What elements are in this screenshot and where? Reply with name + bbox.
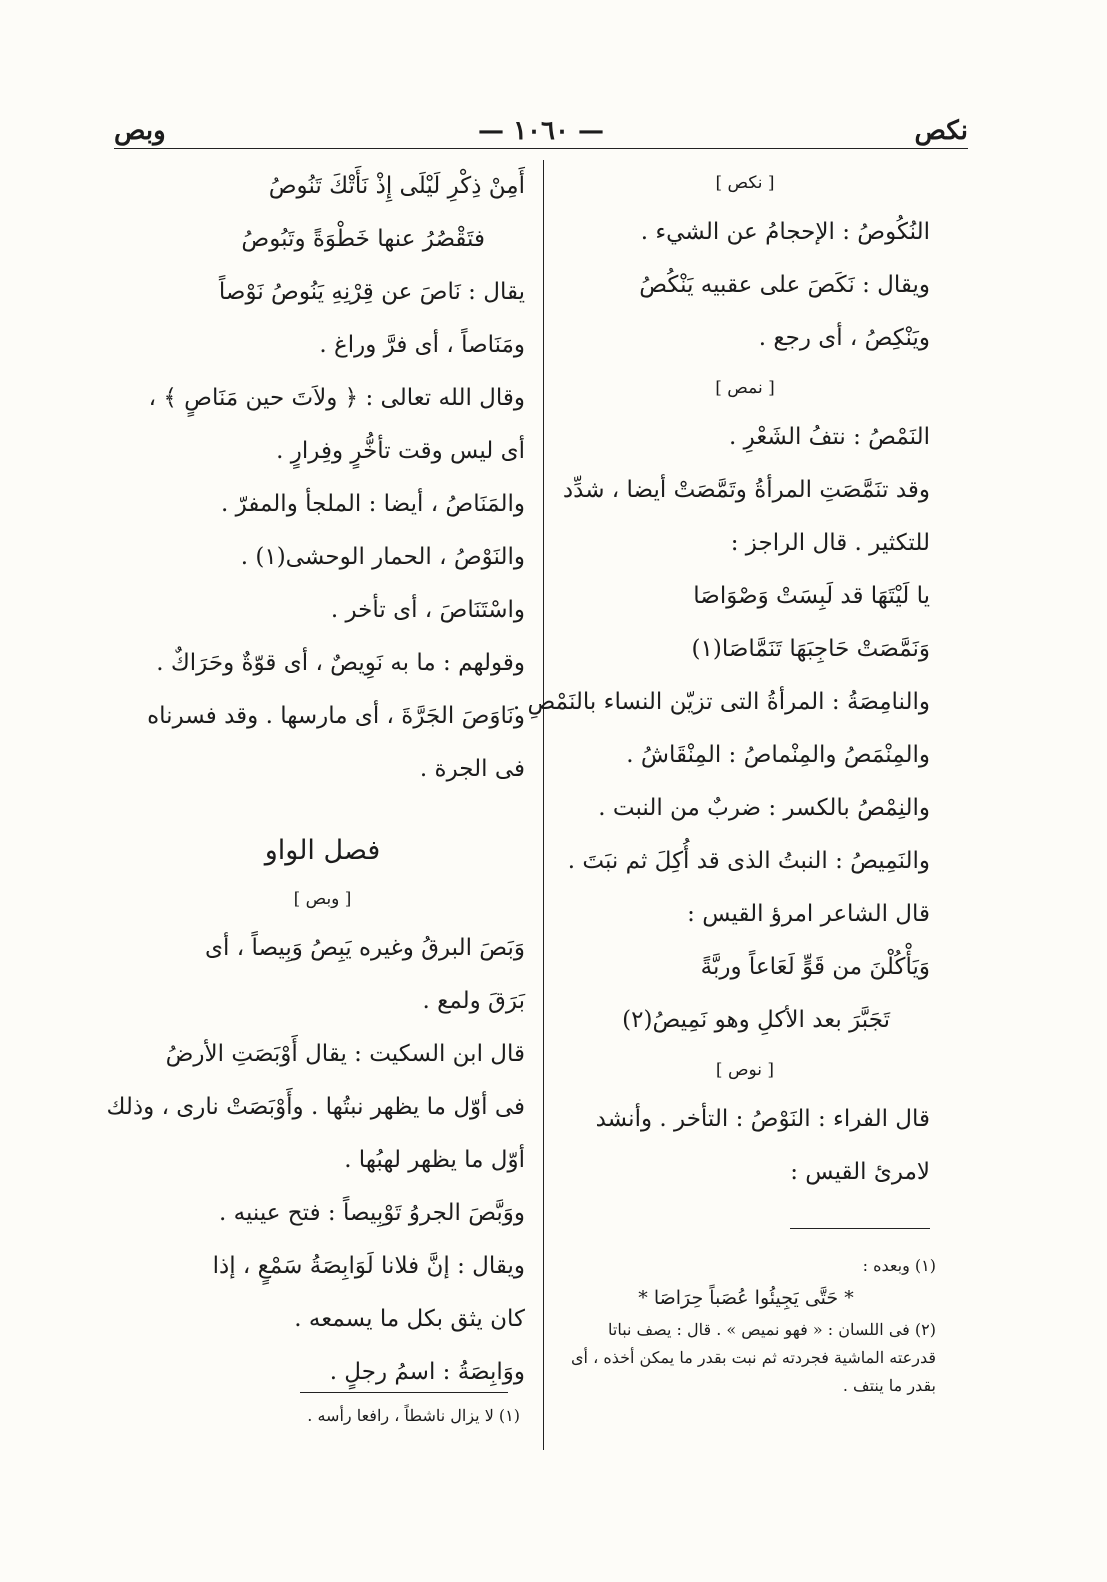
left-column-line: ووَبَّصَ الجروُ تَوْبِيصاً : فتح عينيه . bbox=[219, 1200, 525, 1226]
footnotes-right bbox=[556, 1252, 936, 1400]
footnotes-right-line: (٢) فى اللسان : « فهو نميص » . قال : يصف نباتا bbox=[607, 1320, 936, 1339]
left-column-line: وقال الله تعالى : ﴿ ولاَتَ حين مَنَاصٍ ﴾ ، bbox=[148, 385, 525, 411]
header-right-entry: نكص bbox=[914, 116, 968, 146]
right-column-line: والنَمِيصُ : النبتُ الذى قد أُكِلَ ثم نبَتَ . bbox=[567, 848, 930, 874]
right-column-line: ويَنْكِصُ ، أى رجع . bbox=[758, 325, 930, 351]
right-column-line: لامرئ القيس : bbox=[790, 1159, 930, 1185]
left-column-line: فتَقْصُرُ عنها خَطْوَةً وتَبُوصُ bbox=[241, 226, 485, 252]
page-header bbox=[114, 110, 968, 150]
left-column-line: ومَنَاصاً ، أى فرَّ وراغ . bbox=[319, 332, 525, 358]
right-column-line: النَمْصُ : نتفُ الشَعْرِ . bbox=[729, 424, 930, 450]
footnotes-right-line: بقدر ما ينتف . bbox=[842, 1376, 936, 1395]
left-column-line: وَبَصَ البرقُ وغيره يَبِصُ وَبِيصاً ، أى bbox=[205, 935, 525, 961]
left-column-line: أَمِنْ ذِكْرِ لَيْلَى إِذْ نَأَتْكَ تَنُوصُ bbox=[268, 173, 525, 199]
right-column-line: [ نكص ] bbox=[715, 173, 775, 193]
footnotes-right-line: (١) وبعده : bbox=[862, 1256, 936, 1275]
footnote-rule-left bbox=[300, 1392, 508, 1393]
header-left-entry: وبص bbox=[114, 116, 166, 146]
left-column-line: يقال : نَاصَ عن قِرْنِهِ يَنُوصُ نَوْصاً bbox=[218, 279, 525, 305]
right-column-line: والمِنْمَصُ والمِنْماصُ : المِنْقَاشُ . bbox=[626, 742, 930, 768]
footnotes-left bbox=[120, 1402, 520, 1430]
right-column-line: وَيَأْكُلْنَ من قَوٍّ لَعَاعاً وربَّةً bbox=[700, 954, 930, 980]
footnote-rule-right bbox=[790, 1228, 930, 1229]
left-column-line: وقولهم : ما به نَوِيصٌ ، أى قوّةٌ وحَرَاكٌ . bbox=[156, 650, 525, 676]
page-number: — ١٠٦٠ — bbox=[478, 116, 604, 146]
left-column-line: واسْتَنَاصَ ، أى تأخر . bbox=[330, 597, 525, 623]
footnotes-left-line: (١) لا يزال ناشطاً ، رافعا رأسه . bbox=[307, 1406, 520, 1425]
right-column-line: قال الفراء : النَوْصُ : التأخر . وأنشد bbox=[595, 1106, 930, 1132]
right-column-line: وَنَمَّصَتْ حَاجِبَهَا تَنَمَّاصَا(١) bbox=[691, 636, 930, 662]
right-column-line: والنِمْصُ بالكسر : ضربٌ من النبت . bbox=[598, 795, 930, 821]
left-column-line: والنَوْصُ ، الحمار الوحشى(١) . bbox=[240, 544, 525, 570]
left-column-line: أى ليس وقت تأخُّرٍ وفِرارٍ . bbox=[276, 438, 525, 464]
left-column-line: ووَابِصَةُ : اسمُ رجلٍ . bbox=[329, 1359, 525, 1385]
left-column-line: قال ابن السكيت : يقال أَوْبَصَتِ الأرضُ bbox=[165, 1041, 525, 1067]
left-column-line: بَرَقَ ولمع . bbox=[422, 988, 525, 1014]
left-column-line: ويقال : إنَّ فلانا لَوَابِصَةُ سَمْعٍ ، إذا bbox=[212, 1253, 525, 1279]
right-column-line: قال الشاعر امرؤ القيس : bbox=[687, 901, 930, 927]
column-divider bbox=[543, 160, 544, 1450]
right-column-line: للتكثير . قال الراجز : bbox=[730, 530, 930, 556]
right-column-line: [ نمص ] bbox=[715, 378, 775, 398]
left-column-line: والمَنَاصُ ، أيضا : الملجأ والمفرّ . bbox=[221, 491, 525, 517]
header-rule bbox=[114, 148, 968, 149]
left-column bbox=[106, 160, 525, 1399]
left-column-line: فى الجرة . bbox=[419, 756, 525, 782]
left-column-line: فى أوّل ما يظهر نبتُها . وأَوْبَصَتْ نارى ، وذلك bbox=[106, 1094, 525, 1120]
right-column bbox=[512, 160, 930, 1199]
right-column-line: ويقال : نَكَصَ على عقبيه يَنْكُصُ bbox=[639, 272, 930, 298]
footnotes-right-line: قدرعته الماشية فجردته ثم نبت بقدر ما يمكن أخذه ، أى bbox=[571, 1348, 936, 1367]
left-column-line: ونَاوَصَ الجَرَّةَ ، أى مارسها . وقد فسرناه bbox=[147, 703, 525, 729]
right-column-line: يا لَيْتَهَا قد لَبِسَتْ وَصْوَاصَا bbox=[693, 583, 930, 609]
right-column-line: والنامِصَةُ : المرأةُ التى تزيّن النساء بالنَمْصِ . bbox=[512, 689, 930, 715]
right-column-line: [ نوص ] bbox=[715, 1060, 775, 1080]
left-column-line: كان يثق بكل ما يسمعه . bbox=[294, 1306, 525, 1332]
right-column-line: النُكُوصُ : الإحجامُ عن الشيء . bbox=[640, 219, 930, 245]
left-column-line: أوّل ما يظهر لهبُها . bbox=[344, 1147, 525, 1173]
left-column-line bbox=[120, 796, 525, 816]
left-column-line: [ وبص ] bbox=[293, 889, 352, 909]
right-column-line: وقد تنَمَّصَتِ المرأةُ وتَمَّصَتْ أيضا ، شدِّد bbox=[562, 477, 930, 503]
left-column-line: فصل الواو bbox=[264, 835, 381, 866]
right-column-line: تَجَبَّرَ بعد الأكلِ وهو نَمِيصُ(٢) bbox=[622, 1007, 890, 1033]
footnotes-right-line: * حَتَّى يَجِيئُوا عُصَباً حِرَاصَا * bbox=[638, 1287, 854, 1309]
